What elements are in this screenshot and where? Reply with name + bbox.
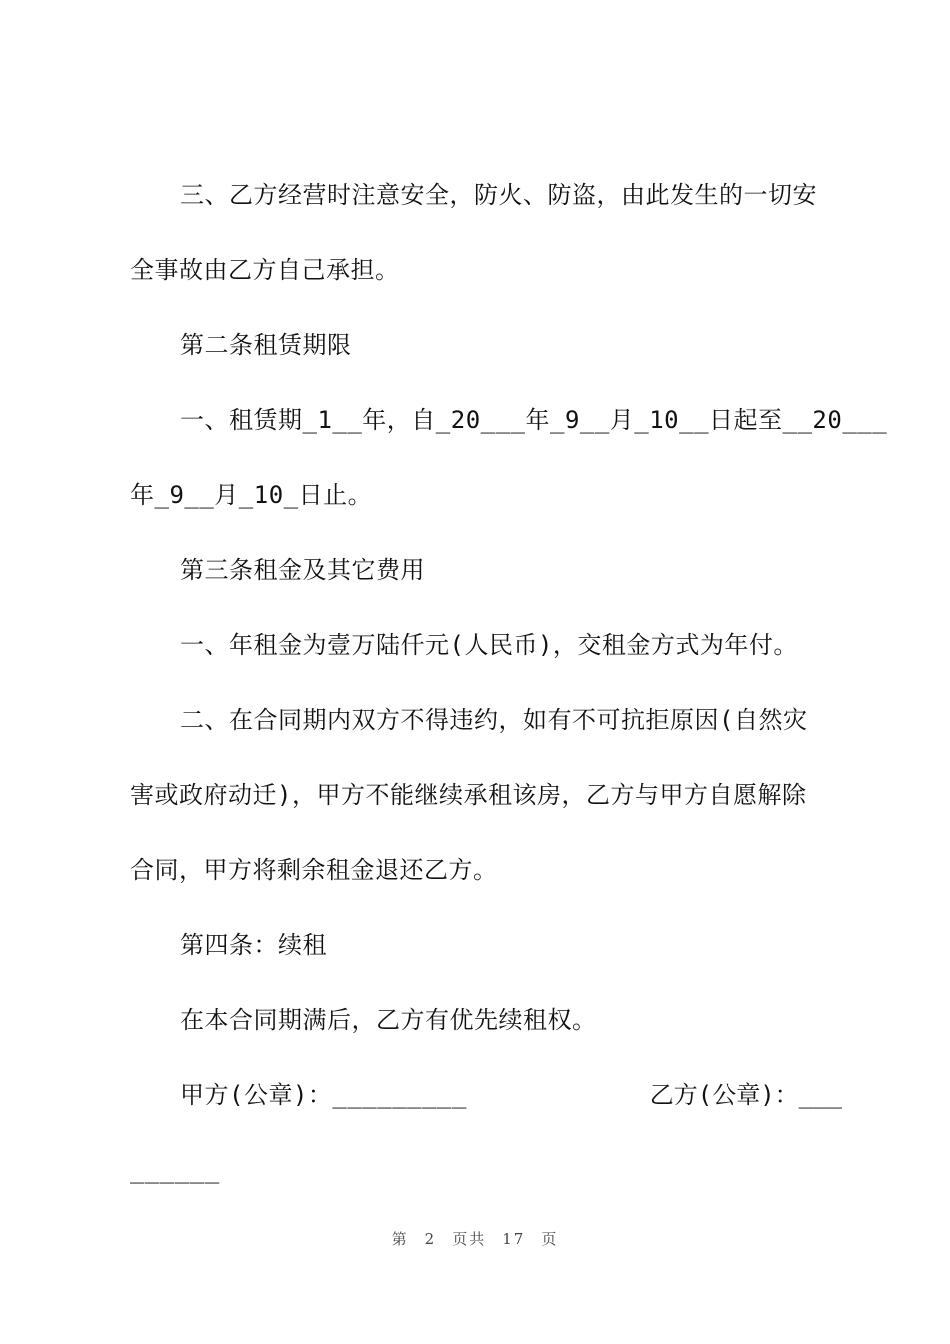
footer-mid: 页共 — [452, 1230, 487, 1248]
page-footer — [0, 1228, 950, 1249]
section-heading: 第二条租赁期限 — [180, 331, 352, 359]
footer-suffix: 页 — [541, 1230, 559, 1248]
paragraph-line: 年_9__月_10_日止。 — [130, 481, 373, 509]
footer-page-number: 2 — [424, 1230, 437, 1248]
paragraph-line: 合同，甲方将剩余租金退还乙方。 — [130, 856, 498, 884]
footer-prefix: 第 — [391, 1230, 409, 1248]
paragraph-line: 二、在合同期内双方不得违约，如有不可抗拒原因(自然灾 — [180, 706, 808, 734]
paragraph-line: 一、租赁期_1__年，自_20___年_9__月_10__日起至__20___ — [180, 406, 888, 434]
paragraph-line: 全事故由乙方自己承担。 — [130, 256, 400, 284]
section-heading: 第四条：续租 — [180, 931, 327, 959]
paragraph-line: 害或政府动迁)，甲方不能继续承租该房，乙方与甲方自愿解除 — [130, 781, 807, 809]
paragraph-line: 在本合同期满后，乙方有优先续租权。 — [180, 1006, 597, 1034]
signature-party-b: 乙方(公章)：___ — [649, 1081, 842, 1109]
section-heading: 第三条租金及其它费用 — [180, 556, 425, 584]
signature-party-a: 甲方(公章)：_________ — [180, 1081, 467, 1109]
footer-total-pages: 17 — [502, 1230, 526, 1248]
paragraph-line: 一、年租金为壹万陆仟元(人民币)，交租金方式为年付。 — [180, 631, 798, 659]
signature-continuation: ______ — [130, 1156, 220, 1184]
paragraph-line: 三、乙方经营时注意安全，防火、防盗，由此发生的一切安 — [180, 181, 817, 209]
